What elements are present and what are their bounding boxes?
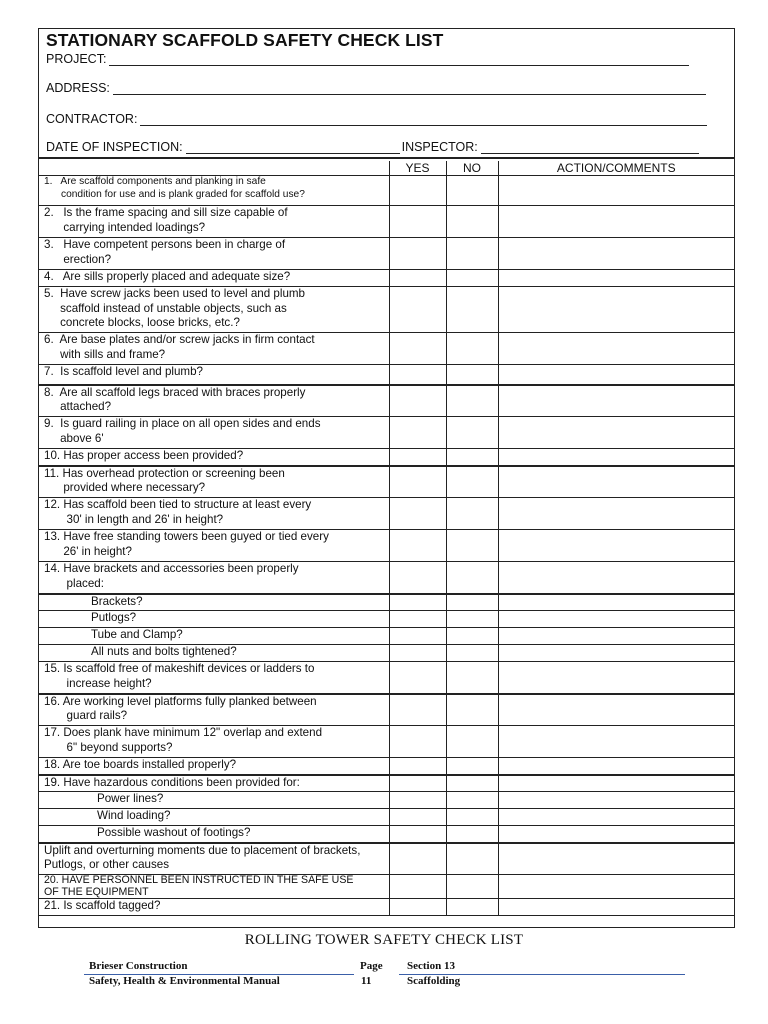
no-cell[interactable] bbox=[446, 694, 498, 726]
inspector-input-line[interactable] bbox=[481, 142, 699, 154]
yes-cell[interactable] bbox=[389, 176, 446, 206]
checklist-question: 11. Has overhead protection or screening been provided where necessary? bbox=[44, 466, 285, 495]
inspector-label: INSPECTOR: bbox=[401, 140, 478, 154]
checklist-row bbox=[39, 287, 734, 333]
checklist-question: 10. Has proper access been provided? bbox=[44, 449, 244, 463]
no-cell[interactable] bbox=[446, 176, 498, 206]
yes-cell[interactable] bbox=[389, 758, 446, 775]
yes-cell[interactable] bbox=[389, 206, 446, 238]
project-field bbox=[46, 52, 689, 66]
no-cell[interactable] bbox=[446, 899, 498, 916]
checklist-question: 19. Have hazardous conditions been provided for: bbox=[44, 775, 300, 789]
no-cell[interactable] bbox=[446, 449, 498, 466]
checklist-question: Possible washout of footings? bbox=[97, 826, 251, 840]
checklist-question: 17. Does plank have minimum 12" overlap and extend 6" beyond supports? bbox=[44, 726, 323, 754]
comments-cell[interactable] bbox=[498, 611, 734, 628]
checklist-row bbox=[39, 385, 734, 417]
checklist-row bbox=[39, 562, 734, 594]
comments-cell[interactable] bbox=[498, 645, 734, 662]
yes-header: YES bbox=[389, 161, 446, 176]
checklist-row bbox=[39, 628, 734, 645]
no-cell[interactable] bbox=[446, 238, 498, 270]
comments-cell[interactable] bbox=[498, 594, 734, 611]
no-cell[interactable] bbox=[446, 466, 498, 498]
checklist-table bbox=[39, 161, 734, 916]
header-divider bbox=[39, 157, 734, 159]
checklist-row bbox=[39, 726, 734, 758]
yes-cell[interactable] bbox=[389, 562, 446, 594]
yes-cell[interactable] bbox=[389, 270, 446, 287]
yes-cell[interactable] bbox=[389, 466, 446, 498]
comments-cell[interactable] bbox=[498, 826, 734, 843]
comments-cell[interactable] bbox=[498, 287, 734, 333]
checklist-question: 14. Have brackets and accessories been properly placed: bbox=[44, 562, 299, 590]
checklist-question: Power lines? bbox=[97, 792, 164, 806]
checklist-row bbox=[39, 365, 734, 385]
comments-cell[interactable] bbox=[498, 792, 734, 809]
yes-cell[interactable] bbox=[389, 333, 446, 365]
no-cell[interactable] bbox=[446, 628, 498, 645]
yes-cell[interactable] bbox=[389, 826, 446, 843]
address-input-line[interactable] bbox=[113, 83, 706, 95]
yes-cell[interactable] bbox=[389, 385, 446, 417]
no-cell[interactable] bbox=[446, 206, 498, 238]
yes-cell[interactable] bbox=[389, 238, 446, 270]
project-label: PROJECT: bbox=[46, 52, 107, 66]
next-section-title: ROLLING TOWER SAFETY CHECK LIST bbox=[244, 932, 524, 948]
yes-cell[interactable] bbox=[389, 775, 446, 792]
yes-cell[interactable] bbox=[389, 694, 446, 726]
comments-cell[interactable] bbox=[498, 875, 734, 899]
yes-cell[interactable] bbox=[389, 875, 446, 899]
project-input-line[interactable] bbox=[109, 54, 689, 66]
no-cell[interactable] bbox=[446, 726, 498, 758]
footer-rule-left bbox=[84, 974, 354, 975]
checklist-question: Uplift and overturning moments due to placement of brackets, Putlogs, or other causes bbox=[44, 843, 361, 872]
checklist-question: 20. HAVE PERSONNEL BEEN INSTRUCTED IN THE SAFE USE OF THE EQUIPMENT bbox=[44, 874, 354, 898]
checklist-row bbox=[39, 875, 734, 899]
no-cell[interactable] bbox=[446, 287, 498, 333]
comments-cell[interactable] bbox=[498, 899, 734, 916]
yes-cell[interactable] bbox=[389, 530, 446, 562]
checklist-question: 16. Are working level platforms fully planked between guard rails? bbox=[44, 694, 317, 723]
comments-cell[interactable] bbox=[498, 206, 734, 238]
comments-cell[interactable] bbox=[498, 270, 734, 287]
yes-cell[interactable] bbox=[389, 594, 446, 611]
comments-cell[interactable] bbox=[498, 385, 734, 417]
comments-cell[interactable] bbox=[498, 238, 734, 270]
checklist-row bbox=[39, 694, 734, 726]
comments-cell[interactable] bbox=[498, 662, 734, 694]
yes-cell[interactable] bbox=[389, 899, 446, 916]
yes-cell[interactable] bbox=[389, 498, 446, 530]
no-cell[interactable] bbox=[446, 775, 498, 792]
yes-cell[interactable] bbox=[389, 792, 446, 809]
checklist-row bbox=[39, 449, 734, 466]
yes-cell[interactable] bbox=[389, 628, 446, 645]
no-cell[interactable] bbox=[446, 594, 498, 611]
checklist-row bbox=[39, 594, 734, 611]
comments-cell[interactable] bbox=[498, 176, 734, 206]
footer-page-label: Page bbox=[360, 960, 383, 972]
yes-cell[interactable] bbox=[389, 449, 446, 466]
checklist-row bbox=[39, 826, 734, 843]
no-cell[interactable] bbox=[446, 843, 498, 875]
checklist-question: Putlogs? bbox=[91, 611, 137, 625]
yes-cell[interactable] bbox=[389, 662, 446, 694]
checklist-form bbox=[38, 28, 735, 928]
comments-cell[interactable] bbox=[498, 628, 734, 645]
checklist-row bbox=[39, 662, 734, 694]
checklist-row bbox=[39, 809, 734, 826]
no-cell[interactable] bbox=[446, 826, 498, 843]
checklist-question: 12. Has scaffold been tied to structure at least every 30' in length and 26' in height? bbox=[44, 498, 312, 526]
checklist-question: All nuts and bolts tightened? bbox=[91, 645, 237, 659]
yes-cell[interactable] bbox=[389, 645, 446, 662]
question-header bbox=[39, 161, 389, 176]
checklist-question: 21. Is scaffold tagged? bbox=[44, 899, 161, 913]
checklist-row bbox=[39, 498, 734, 530]
no-cell[interactable] bbox=[446, 385, 498, 417]
date-input-line[interactable] bbox=[186, 142, 400, 154]
address-label: ADDRESS: bbox=[46, 81, 110, 95]
yes-cell[interactable] bbox=[389, 287, 446, 333]
footer-section-label: Section 13 bbox=[407, 960, 455, 972]
checklist-question: Wind loading? bbox=[97, 809, 171, 823]
checklist-row bbox=[39, 176, 734, 206]
no-cell[interactable] bbox=[446, 530, 498, 562]
comments-cell[interactable] bbox=[498, 466, 734, 498]
checklist-row bbox=[39, 417, 734, 449]
comments-cell[interactable] bbox=[498, 498, 734, 530]
no-cell[interactable] bbox=[446, 758, 498, 775]
no-cell[interactable] bbox=[446, 498, 498, 530]
checklist-question: 6. Are base plates and/or screw jacks in firm contact with sills and frame? bbox=[44, 333, 315, 361]
checklist-question: 18. Are toe boards installed properly? bbox=[44, 758, 237, 772]
footer-section-name: Scaffolding bbox=[407, 975, 461, 987]
no-cell[interactable] bbox=[446, 662, 498, 694]
footer-page-number: 11 bbox=[361, 975, 372, 987]
no-cell[interactable] bbox=[446, 417, 498, 449]
comments-cell[interactable] bbox=[498, 417, 734, 449]
checklist-question: 15. Is scaffold free of makeshift devices or ladders to increase height? bbox=[44, 662, 315, 690]
checklist-row bbox=[39, 466, 734, 498]
no-cell[interactable] bbox=[446, 611, 498, 628]
checklist-question: 8. Are all scaffold legs braced with braces properly attached? bbox=[44, 385, 306, 414]
comments-cell[interactable] bbox=[498, 365, 734, 385]
footer-rule-right bbox=[399, 974, 685, 975]
comments-cell[interactable] bbox=[498, 530, 734, 562]
footer-manual: Safety, Health & Environmental Manual bbox=[89, 975, 280, 987]
checklist-row bbox=[39, 792, 734, 809]
yes-cell[interactable] bbox=[389, 843, 446, 875]
checklist-question: 1. Are scaffold components and planking in safe condition for use and is plank graded for scaffold use? bbox=[44, 176, 305, 200]
checklist-question: 3. Have competent persons been in charge of erection? bbox=[44, 238, 286, 266]
comments-cell[interactable] bbox=[498, 333, 734, 365]
no-cell[interactable] bbox=[446, 792, 498, 809]
no-header: NO bbox=[446, 161, 498, 176]
comments-cell[interactable] bbox=[498, 726, 734, 758]
checklist-row bbox=[39, 333, 734, 365]
checklist-question: 4. Are sills properly placed and adequate size? bbox=[44, 270, 291, 284]
yes-cell[interactable] bbox=[389, 726, 446, 758]
checklist-row bbox=[39, 530, 734, 562]
checklist-question: Brackets? bbox=[91, 594, 143, 608]
checklist-question: Tube and Clamp? bbox=[91, 628, 183, 642]
contractor-field bbox=[46, 112, 707, 126]
checklist-question: 5. Have screw jacks been used to level and plumb scaffold instead of unstable objects, such as concrete blocks, loose bricks, etc.? bbox=[44, 287, 306, 329]
no-cell[interactable] bbox=[446, 645, 498, 662]
no-cell[interactable] bbox=[446, 809, 498, 826]
checklist-row bbox=[39, 758, 734, 775]
comments-cell[interactable] bbox=[498, 809, 734, 826]
checklist-question: 2. Is the frame spacing and sill size capable of carrying intended loadings? bbox=[44, 206, 288, 234]
checklist-row bbox=[39, 899, 734, 916]
comments-cell[interactable] bbox=[498, 449, 734, 466]
yes-cell[interactable] bbox=[389, 809, 446, 826]
checklist-row bbox=[39, 645, 734, 662]
checklist-row bbox=[39, 206, 734, 238]
checklist-row bbox=[39, 611, 734, 628]
checklist-row bbox=[39, 775, 734, 792]
checklist-row bbox=[39, 843, 734, 875]
checklist-row bbox=[39, 238, 734, 270]
checklist-question: 7. Is scaffold level and plumb? bbox=[44, 365, 203, 379]
no-cell[interactable] bbox=[446, 562, 498, 594]
form-title: STATIONARY SCAFFOLD SAFETY CHECK LIST bbox=[46, 30, 444, 50]
comments-cell[interactable] bbox=[498, 758, 734, 775]
contractor-label: CONTRACTOR: bbox=[46, 112, 138, 126]
no-cell[interactable] bbox=[446, 365, 498, 385]
date-label: DATE OF INSPECTION: bbox=[46, 140, 183, 154]
checklist-question: 9. Is guard railing in place on all open sides and ends above 6' bbox=[44, 417, 321, 445]
comments-cell[interactable] bbox=[498, 775, 734, 792]
contractor-input-line[interactable] bbox=[140, 114, 707, 126]
comments-header: ACTION/COMMENTS bbox=[498, 161, 734, 176]
table-header-row bbox=[39, 161, 734, 176]
yes-cell[interactable] bbox=[389, 417, 446, 449]
comments-cell[interactable] bbox=[498, 562, 734, 594]
yes-cell[interactable] bbox=[389, 365, 446, 385]
checklist-row bbox=[39, 270, 734, 287]
no-cell[interactable] bbox=[446, 270, 498, 287]
date-inspector-field bbox=[46, 140, 699, 154]
comments-cell[interactable] bbox=[498, 843, 734, 875]
no-cell[interactable] bbox=[446, 333, 498, 365]
footer-company: Brieser Construction bbox=[89, 960, 188, 972]
comments-cell[interactable] bbox=[498, 694, 734, 726]
no-cell[interactable] bbox=[446, 875, 498, 899]
yes-cell[interactable] bbox=[389, 611, 446, 628]
address-field bbox=[46, 81, 706, 95]
checklist-question: 13. Have free standing towers been guyed or tied every 26' in height? bbox=[44, 530, 329, 558]
